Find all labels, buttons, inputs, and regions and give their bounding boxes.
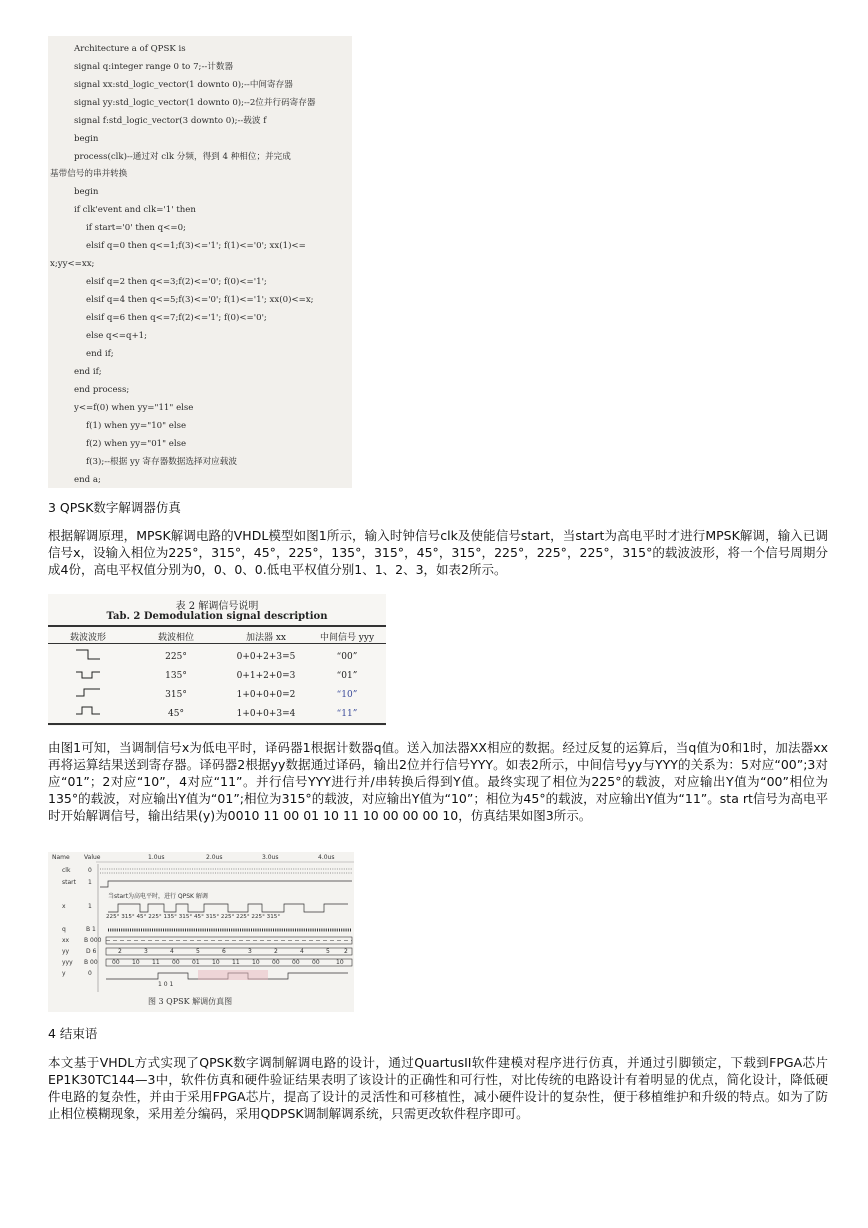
sim-signal-value: B 000 <box>84 937 102 944</box>
sim-smudge <box>198 970 268 980</box>
sim-signal-name: yyy <box>62 959 73 966</box>
carrier-waveforms <box>48 644 138 724</box>
table-cell-adder: 0+1+2+0=3 <box>236 671 296 681</box>
vhdl-code-figure <box>48 36 352 488</box>
sim-yy-label: 3 <box>248 948 252 955</box>
sim-yy-label: 2 <box>274 948 278 955</box>
sim-phase-labels: 225° 315° 45° 225° 135° 315° 45° 315° 225° 225° 225° 315° <box>106 914 281 920</box>
sim-yyy-label: 11 <box>152 959 160 966</box>
code-line: signal yy:std_logic_vector(1 downto 0);--2位并行码寄存器 <box>74 98 316 108</box>
sim-yyy-label: 00 <box>172 959 180 966</box>
sim-yyy-label: 00 <box>312 959 320 966</box>
sim-signal-name: yy <box>62 948 70 955</box>
code-line: f(2) when yy="01" else <box>86 439 187 449</box>
table-2-demodulation <box>48 594 386 726</box>
start-trace <box>100 881 352 887</box>
table-cell-yyy: “11” <box>336 709 358 719</box>
table-cell-phase: 45° <box>168 709 184 719</box>
sim-signal-name: q <box>62 926 66 933</box>
sim-time-tick: 4.0us <box>318 854 335 861</box>
sim-signal-value: B 00 <box>84 959 98 966</box>
code-line: if clk'event and clk='1' then <box>74 205 196 215</box>
sim-signal-name: xx <box>62 937 70 944</box>
section-4-heading: 4 结束语 <box>48 1026 98 1041</box>
x-trace <box>108 904 348 912</box>
table-bottom-rule <box>48 723 386 725</box>
table-cell-yyy: “01” <box>336 671 358 681</box>
sim-waveform-traces <box>48 852 354 1012</box>
sim-yyy-label: 01 <box>192 959 200 966</box>
code-line: elsif q=0 then q<=1;f(3)<='1'; f(1)<='0'; xx(1)<= <box>86 241 306 251</box>
table-cell-phase: 315° <box>165 690 187 700</box>
sim-signal-value: 1 <box>88 879 92 886</box>
sim-yyy-label: 10 <box>336 959 344 966</box>
table-cell-adder: 0+0+2+3=5 <box>236 652 296 662</box>
waveform-45 <box>76 707 100 714</box>
sim-time-tick: 1.0us <box>148 854 165 861</box>
code-line: end if; <box>86 349 114 359</box>
sim-signal-value: 0 <box>88 867 92 874</box>
table-top-rule <box>48 625 386 627</box>
section-3-heading: 3 QPSK数字解调器仿真 <box>48 500 181 515</box>
table-cell-phase: 135° <box>165 671 187 681</box>
sim-yy-label: 5 <box>326 948 330 955</box>
sim-signal-name: clk <box>62 867 71 874</box>
sim-yyy-label: 00 <box>292 959 300 966</box>
code-line: begin <box>74 134 99 144</box>
sim-signal-name: y <box>62 970 66 977</box>
table-caption-cn: 表 2 解调信号说明 <box>175 601 259 612</box>
waveform-135 <box>76 672 100 678</box>
waveform-315 <box>76 689 100 696</box>
code-line: elsif q=6 then q<=7;f(2)<='1'; f(0)<='0'; <box>86 313 267 323</box>
sim-yyy-label: 10 <box>132 959 140 966</box>
code-line: elsif q=2 then q<=3;f(2)<='0'; f(0)<='1'; <box>86 277 267 287</box>
sim-yyy-label: 10 <box>252 959 260 966</box>
table-header: 中间信号 yyy <box>319 633 375 643</box>
code-line: end process; <box>74 385 130 395</box>
simulation-waveform-figure <box>48 852 354 1012</box>
sim-signal-value: D 6 <box>86 948 97 955</box>
yy-bus <box>106 948 352 955</box>
paragraph-conclusion: 本文基于VHDL方式实现了QPSK数字调制解调电路的设计，通过QuartusII软件建模对程序进行仿真，并通过引脚锁定，下载到FPGA芯片EP1K30TC144—3中，软件仿真和硬件验证结果表明了该设计的正确性和可行性，对比传统的电路设计有着明显的优点，简化设计，降低硬件电路的复杂性，并由于采用FPGA芯片，提高了设计的灵活性和可移植性，减小硬件设计的复杂性，便于移植维护和升级的特点。如为了防止相位模糊现象，采用差分编码，采用QDPSK调制解调系统，只需更改软件程序即可。 <box>48 1055 828 1121</box>
code-line: signal xx:std_logic_vector(1 downto 0);--中间寄存器 <box>74 80 293 90</box>
sim-header-value: Value <box>84 854 101 861</box>
table-cell-yyy: “10” <box>336 690 358 700</box>
code-line: f(1) when yy="10" else <box>86 421 187 431</box>
sim-signal-value: B 1 <box>86 926 96 933</box>
sim-yy-label: 3 <box>144 948 148 955</box>
code-line: y<=f(0) when yy="11" else <box>74 403 194 413</box>
code-line: Architecture a of QPSK is <box>74 44 186 54</box>
sim-figure-caption: 图 3 QPSK 解调仿真图 <box>148 997 233 1006</box>
table-cell-yyy: “00” <box>336 652 358 662</box>
table-cell-adder: 1+0+0+3=4 <box>236 709 296 719</box>
code-line: signal q:integer range 0 to 7;--计数器 <box>74 62 234 72</box>
code-line: signal f:std_logic_vector(3 downto 0);--载波 f <box>74 116 267 126</box>
paragraph-analysis: 由图1可知，当调制信号x为低电平时，译码器1根据计数器q值。送入加法器XX相应的数据。经过反复的运算后，当q值为0和1时，加法器xx再将运算结果送到寄存器。译码器2根据yy数据通过译码，输出2位并行信号YYY。如表2所示，中间信号yy与YYY的关系为：5对应“00”;3对应“01”；2对应“10”，4对应“11”。并行信号YYY进行并/串转换后得到Y值。最终实现了相位为225°的载波，对应输出Y值为“00”相位为135°的载波，对应输出Y值为“01”;相位为315°的载波，对应输出Y值为“10”；相位为45°的载波，对应输出Y值为“11”。sta rt信号为高电平时开始解调信号，输出结果(y)为0010 11 00 01 10 11 10 00 00 00 10，仿真结果如图3所示。 <box>48 740 828 823</box>
code-line: if start='0' then q<=0; <box>86 223 186 233</box>
sim-y-bits: 1 0 1 <box>158 981 174 988</box>
sim-yy-label: 2 <box>344 948 348 955</box>
code-line: 基带信号的串并转换 <box>50 169 128 179</box>
code-line: end a; <box>74 475 101 485</box>
sim-yy-label: 6 <box>222 948 226 955</box>
clk-trace <box>100 869 352 873</box>
sim-signal-value: 1 <box>88 903 92 910</box>
sim-annotation: 当start为高电平时，进行 QPSK 解调 <box>108 893 208 900</box>
table-cell-phase: 225° <box>165 652 187 662</box>
sim-time-tick: 3.0us <box>262 854 279 861</box>
code-line: end if; <box>74 367 102 377</box>
code-line: else q<=q+1; <box>86 331 148 341</box>
xx-bus <box>106 937 352 944</box>
table-cell-adder: 1+0+0+0=2 <box>236 690 296 700</box>
sim-time-tick: 2.0us <box>206 854 223 861</box>
sim-signal-value: 0 <box>88 970 92 977</box>
code-line: process(clk)--通过对 clk 分频，得到 4 种相位；并完成 <box>74 152 291 162</box>
sim-yyy-label: 11 <box>232 959 240 966</box>
code-line: begin <box>74 187 99 197</box>
sim-yy-label: 2 <box>118 948 122 955</box>
paragraph-demodulation-principle: 根据解调原理，MPSK解调电路的VHDL模型如图1所示，输入时钟信号clk及使能信号start，当start为高电平时才进行MPSK解调，输入已调信号x，设输入相位为225°，315°，45°，225°，135°，315°，45°，315°，225°，225°，225°，315°的载波波形，将一个信号周期分成4份，高电平权值分别为0，0、0、0.低电平权值分别1、1、2、3，如表2所示。 <box>48 528 828 577</box>
sim-yy-label: 5 <box>196 948 200 955</box>
sim-signal-name: x <box>62 903 66 910</box>
sim-yyy-label: 00 <box>112 959 120 966</box>
sim-yy-label: 4 <box>300 948 304 955</box>
table-caption-en: Tab. 2 Demodulation signal description <box>106 611 328 622</box>
code-line: elsif q=4 then q<=5;f(3)<='0'; f(1)<='1'; xx(0)<=x; <box>86 295 314 305</box>
code-line: f(3);--根据 yy 寄存器数据选择对应载波 <box>86 457 237 467</box>
sim-header-name: Name <box>52 854 70 861</box>
sim-yyy-label: 10 <box>212 959 220 966</box>
sim-yy-label: 4 <box>170 948 174 955</box>
table-header: 载波相位 <box>157 633 194 643</box>
sim-signal-name: start <box>62 879 76 886</box>
table-header: 载波波形 <box>69 633 106 643</box>
table-header: 加法器 xx <box>245 633 286 643</box>
sim-yyy-label: 00 <box>272 959 280 966</box>
code-line: x;yy<=xx; <box>50 259 95 269</box>
waveform-225 <box>76 650 100 659</box>
